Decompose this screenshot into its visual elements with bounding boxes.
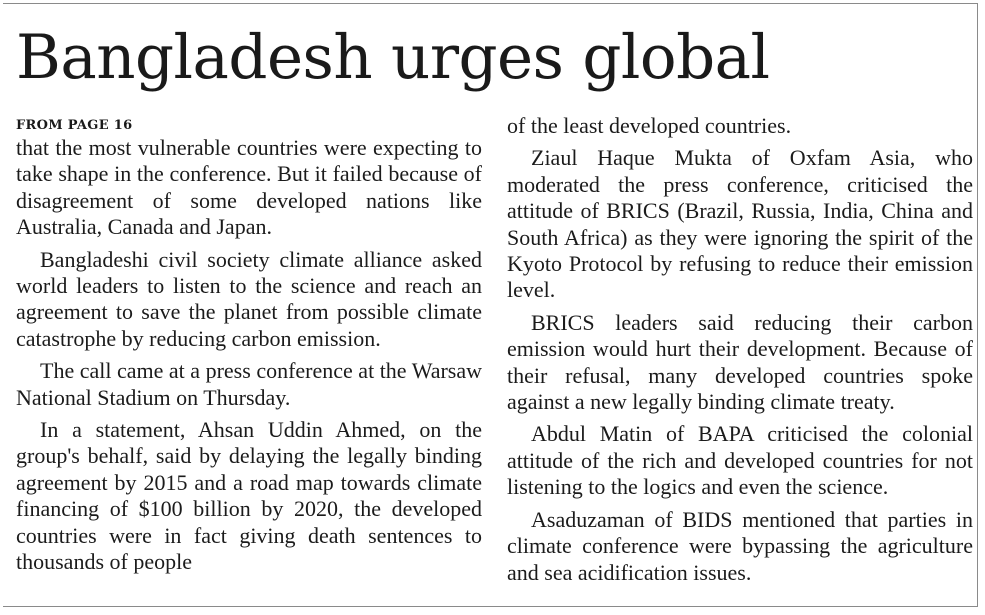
paragraph: Ziaul Haque Mukta of Oxfam Asia, who moderated the press conference, criticised the attitude of BRICS (Brazil, Russia, India, China and South Africa) as they were ignoring the spirit of the Kyoto Protocol by refusing to reduce their emission level. <box>507 145 973 303</box>
right-column <box>507 113 973 592</box>
paragraph: that the most vulnerable countries were expecting to take shape in the conference. But it failed because of disagreement of some developed nations like Australia, Canada and Japan. <box>16 135 482 240</box>
bottom-rule <box>3 606 978 607</box>
paragraph: The call came at a press conference at the Warsaw National Stadium on Thursday. <box>16 358 482 410</box>
continuation-label: FROM PAGE 16 <box>16 118 133 133</box>
paragraph: Asaduzaman of BIDS mentioned that parties in climate conference were bypassing the agriculture and sea acidification issues. <box>507 506 973 585</box>
paragraph: In a statement, Ahsan Uddin Ahmed, on the group's behalf, said by delaying the legally binding agreement by 2015 and a road map towards climate financing of $100 billion by 2020, the developed countries were in fact giving death sentences to thousands of people <box>16 417 482 575</box>
headline: Bangladesh urges global <box>16 22 770 93</box>
paragraph: BRICS leaders said reducing their carbon emission would hurt their development. Because of their refusal, many developed countries spoke against a new legally binding climate treaty. <box>507 309 973 415</box>
paragraph: of the least developed countries. <box>507 113 792 138</box>
left-column <box>16 135 482 582</box>
paragraph: Bangladeshi civil society climate alliance asked world leaders to listen to the science and reach an agreement to save the planet from possible climate catastrophe by reducing carbon emission. <box>16 246 482 351</box>
paragraph: Abdul Matin of BAPA criticised the colonial attitude of the rich and developed countries for not listening to the logics and even the science. <box>507 421 973 500</box>
